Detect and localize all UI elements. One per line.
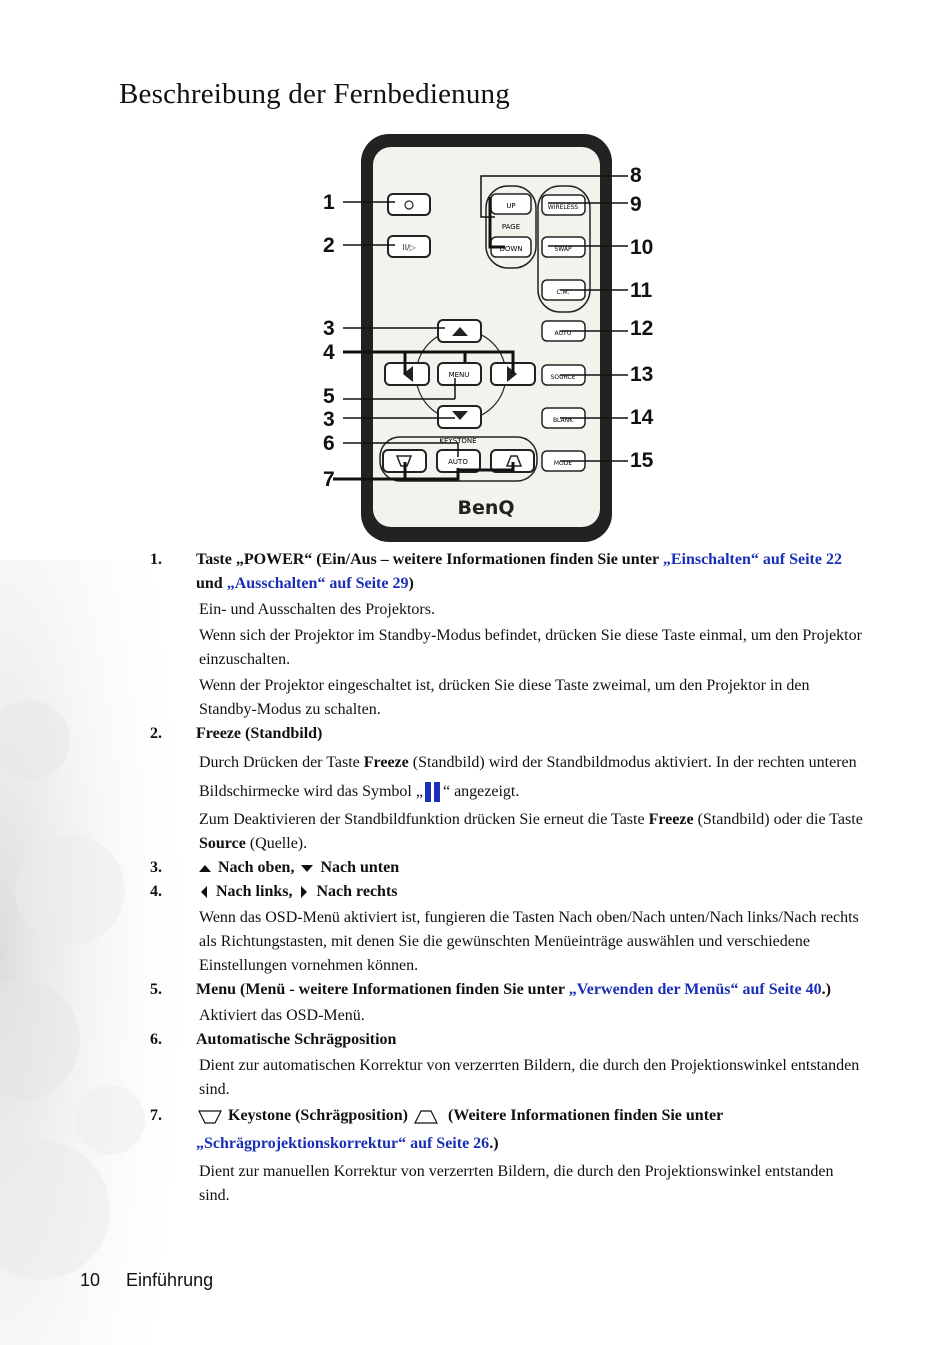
callout-number: 7 <box>323 468 335 491</box>
item-number: 5. <box>150 981 162 998</box>
left-arrow-icon <box>196 884 212 900</box>
item-number: 3. <box>150 859 162 876</box>
swap-label: SWAP <box>554 246 572 253</box>
paragraph: Dient zur manuellen Korrektur von verzerrten Bildern, die durch den Projektionswinkel entstanden sind. <box>199 1163 834 1204</box>
keystone-down-icon <box>196 1106 224 1126</box>
item-heading: Nach oben, Nach unten <box>196 856 399 880</box>
callout-number: 6 <box>323 432 335 455</box>
paragraph: Durch Drücken der Taste Freeze (Standbild) wird der Standbildmodus aktiviert. In der rechten unteren Bildschirmecke wird das Symbol „ “ angezeigt. <box>199 748 865 806</box>
item-number: 7. <box>150 1107 162 1124</box>
paragraph: Aktiviert das OSD-Menü. <box>199 1007 365 1024</box>
keystone-auto-label: AUTO <box>448 458 468 466</box>
list-item <box>150 548 865 596</box>
keystone-label: KEYSTONE <box>439 437 477 445</box>
item-heading: Freeze (Standbild) <box>196 725 323 742</box>
paragraph: Wenn der Projektor eingeschaltet ist, drücken Sie diese Taste zweimal, um den Projektor in den Standby-Modus zu schalten. <box>199 677 810 718</box>
link-keystone[interactable]: „Schrägprojektionskorrektur“ auf Seite 26 <box>196 1135 490 1152</box>
paragraph: Ein- und Ausschalten des Projektors. <box>199 601 435 618</box>
callout-number: 1 <box>323 191 335 214</box>
link-ausschalten[interactable]: „Ausschalten“ auf Seite 29 <box>226 575 409 592</box>
benq-logo: BenQ <box>457 497 515 519</box>
link-einschalten[interactable]: „Einschalten“ auf Seite 22 <box>662 551 842 568</box>
page-title: Beschreibung der Fernbedienung <box>119 78 510 110</box>
item-heading: Nach links, Nach rechts <box>196 880 398 904</box>
blank-label: BLANK <box>552 417 574 424</box>
keystone-up-icon <box>412 1106 440 1126</box>
callout-number: 3 <box>323 408 335 431</box>
callout-number: 4 <box>323 341 335 364</box>
right-arrow-icon <box>296 884 312 900</box>
link-menus[interactable]: „Verwenden der Menüs“ auf Seite 40 <box>568 981 822 998</box>
power-button <box>388 194 430 215</box>
down-arrow-icon <box>298 861 316 875</box>
auto-label: AUTO <box>554 330 572 337</box>
callout-number: 12 <box>630 317 654 340</box>
item-heading: Keystone (Schrägposition) (Weitere Informationen finden Sie unter „Schrägprojektionskorrektur“ auf Seite 26.) <box>196 1107 723 1152</box>
paragraph: Wenn das OSD-Menü aktiviert ist, fungieren die Tasten Nach oben/Nach unten/Nach links/Nach rechts als Richtungstasten, mit denen Sie die gewünschten Menüeinträge auswählen und verschiedene Einstellungen vornehmen können. <box>199 909 859 974</box>
mode-label: MODE <box>553 460 573 467</box>
page-down-label: DOWN <box>499 245 523 253</box>
callout-number: 11 <box>630 279 653 302</box>
paragraph: Dient zur automatischen Korrektur von verzerrten Bildern, die durch den Projektionswinkel entstanden sind. <box>199 1057 860 1098</box>
list-item <box>150 722 865 746</box>
list-item <box>150 978 865 1002</box>
up-arrow-icon <box>196 861 214 875</box>
callout-number: 5 <box>323 385 335 408</box>
freeze-icon: II/▷ <box>402 243 416 252</box>
callout-number: 8 <box>630 164 642 187</box>
item-heading: Taste „POWER“ (Ein/Aus – weitere Informationen finden Sie unter „Einschalten“ auf Seite 22 und „Ausschalten“ auf Seite 29) <box>196 551 842 592</box>
callout-number: 3 <box>323 317 335 340</box>
item-number: 1. <box>150 551 162 568</box>
callout-number: 9 <box>630 193 642 216</box>
item-number: 2. <box>150 725 162 742</box>
item-heading: Menu (Menü - weitere Informationen finden Sie unter „Verwenden der Menüs“ auf Seite 40.) <box>196 981 831 998</box>
wireless-label: WIRELESS <box>547 204 579 211</box>
callout-number: 10 <box>630 236 654 259</box>
page-up-label: UP <box>506 202 516 210</box>
item-heading: Automatische Schrägposition <box>196 1031 397 1048</box>
paragraph: Zum Deaktivieren der Standbildfunktion drücken Sie erneut die Taste Freeze (Standbild) oder die Taste Source (Quelle). <box>199 811 863 852</box>
callout-number: 13 <box>630 363 654 386</box>
source-label: SOURCE <box>550 374 576 381</box>
remote-control-diagram <box>318 132 670 547</box>
section-name: Einführung <box>126 1270 214 1290</box>
list-item <box>150 880 865 904</box>
cm-label: C.M. <box>556 289 570 296</box>
page-footer <box>80 1270 239 1291</box>
list-item <box>150 1028 865 1052</box>
callout-number: 14 <box>630 406 654 429</box>
freeze-symbol-icon <box>423 780 443 804</box>
paragraph: Wenn sich der Projektor im Standby-Modus befindet, drücken Sie diese Taste einmal, um den Projektor einzuschalten. <box>199 627 862 668</box>
list-item <box>150 856 865 880</box>
page-label: PAGE <box>501 223 521 231</box>
callout-number: 2 <box>323 234 335 257</box>
page-number: 10 <box>80 1270 101 1290</box>
callout-number: 15 <box>630 449 654 472</box>
list-item <box>150 1102 865 1158</box>
menu-label: MENU <box>448 371 470 379</box>
description-list <box>150 548 865 1208</box>
item-number: 6. <box>150 1031 162 1048</box>
item-number: 4. <box>150 883 162 900</box>
